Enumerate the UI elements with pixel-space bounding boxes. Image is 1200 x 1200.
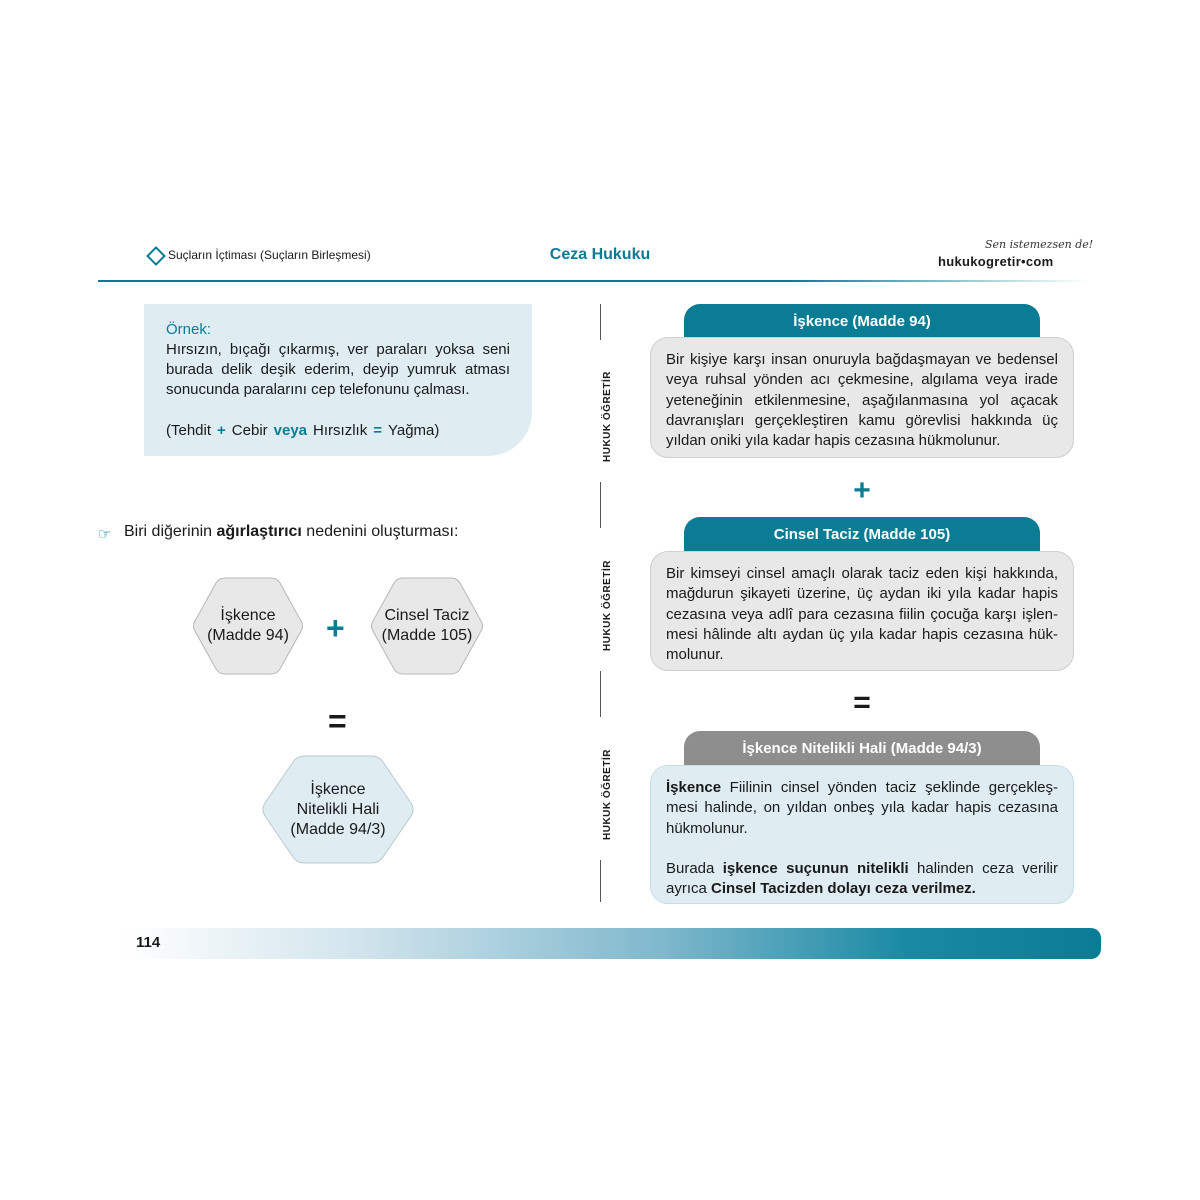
- bullet-prefix: Biri diğerinin: [124, 523, 217, 540]
- card-text: Bir kişiye karşı insan onuruyla bağdaşmayan ve bedensel veya ruhsal yönden acı çekmesine, algılama veya irade yeteneğinin etkilenmesine, aşağılanmasına yol açacak davranışları gerçekleştiren kamu görevlisi hakkında üç yıldan oniki yıla kadar hapis cezasına hükmolunur.: [666, 351, 1058, 450]
- card-nitelikli-hal: [650, 765, 1074, 904]
- brand-logo: hukukogretir•com: [938, 254, 1054, 269]
- hexagon-cinsel-taciz: [371, 577, 483, 675]
- formula-plus: +: [217, 422, 226, 439]
- footer-bar: [124, 928, 1101, 959]
- example-text: Hırsızın, bıçağı çıkarmış, ver paraları yoksa seni burada delik deşik ederim, deyip yumruk atması sonucunda paralarını cep telefonunu çalması.: [166, 341, 510, 398]
- formula-or: veya: [273, 422, 308, 439]
- watermark-text: HUKUK ÖĞRETİR: [602, 749, 613, 840]
- example-formula: [166, 421, 510, 441]
- hexagon-line-2: (Madde 105): [381, 627, 473, 644]
- card-text: Fiilinin cinsel yönden taciz şeklinde gerçekleş-mesi halinde, on yıldan onbeş yıla kadar hapis cezasına hükmolunur.: [666, 779, 1058, 837]
- card-cinsel-taciz: [650, 551, 1074, 671]
- card-title-iskence: İşkence (Madde 94): [684, 304, 1040, 338]
- card-paragraph-1: [666, 778, 1058, 839]
- hexagon-line-3: (Madde 94/3): [290, 820, 386, 838]
- card-bold: İşkence: [666, 779, 722, 796]
- card-iskence: [650, 337, 1074, 458]
- watermark-text: HUKUK ÖĞRETİR: [602, 560, 613, 651]
- watermark-text: HUKUK ÖĞRETİR: [602, 371, 613, 462]
- card-text: halinden ceza verilir ayrıca: [666, 859, 1058, 898]
- formula-result: Yağma): [387, 422, 440, 439]
- formula-term-2: Cebir: [231, 422, 268, 439]
- card-bold: Cinsel Tacizden dolayı ceza verilmez.: [711, 880, 976, 898]
- hexagon-line-1: İşkence: [310, 780, 366, 798]
- page-title: Ceza Hukuku: [549, 246, 651, 263]
- plus-sign: +: [853, 474, 871, 507]
- card-text: Burada: [666, 859, 723, 877]
- equals-sign: =: [328, 703, 347, 739]
- pointing-hand-icon: ☞: [98, 526, 112, 543]
- divider-line: [600, 860, 601, 902]
- hexagon-iskence: [193, 577, 303, 675]
- divider-line: [600, 482, 601, 528]
- divider-line: [600, 304, 601, 340]
- header-divider: [98, 280, 1088, 282]
- hexagon-line-2: Nitelikli Hali: [296, 800, 380, 818]
- example-label: Örnek:: [166, 321, 212, 338]
- hexagon-line-1: İşkence: [220, 607, 276, 624]
- hexagon-result: [262, 755, 414, 864]
- card-bold: işkence suçunun nitelikli: [722, 859, 909, 877]
- page-number: 114: [136, 934, 161, 951]
- formula-term-1: (Tehdit: [166, 422, 212, 439]
- bullet-bold: ağırlaştırıcı: [216, 523, 302, 540]
- card-paragraph-2: [666, 859, 1058, 900]
- example-box: [144, 304, 532, 456]
- formula-equals: =: [373, 422, 382, 439]
- divider-line: [600, 671, 601, 717]
- diamond-icon: [146, 246, 166, 266]
- card-text: Bir kimseyi cinsel amaçlı olarak taciz eden kişi hakkında, mağdurun şikayeti üzerine, üç aydan iki yıla kadar hapis cezasına veya adlî para cezasına fiilin çocuğa karşı işlen-mesi hâlinde altı aydan üç yıla kadar hapis cezasına hük-molunur.: [666, 565, 1058, 664]
- hexagon-line-1: Cinsel Taciz: [384, 607, 470, 624]
- plus-sign: +: [326, 610, 345, 646]
- card-title-cinsel-taciz: Cinsel Taciz (Madde 105): [684, 517, 1040, 551]
- formula-term-3: Hırsızlık: [313, 422, 368, 439]
- bullet-text: [124, 523, 458, 541]
- hexagon-line-2: (Madde 94): [207, 627, 289, 644]
- brand-tagline: Sen istemezsen de!: [985, 238, 1094, 251]
- bullet-suffix: nedenini oluşturması:: [301, 523, 459, 540]
- section-title: Suçların İçtiması (Suçların Birleşmesi): [168, 248, 371, 262]
- equals-sign: =: [853, 686, 871, 719]
- card-title-nitelikli-hal: İşkence Nitelikli Hali (Madde 94/3): [684, 731, 1040, 765]
